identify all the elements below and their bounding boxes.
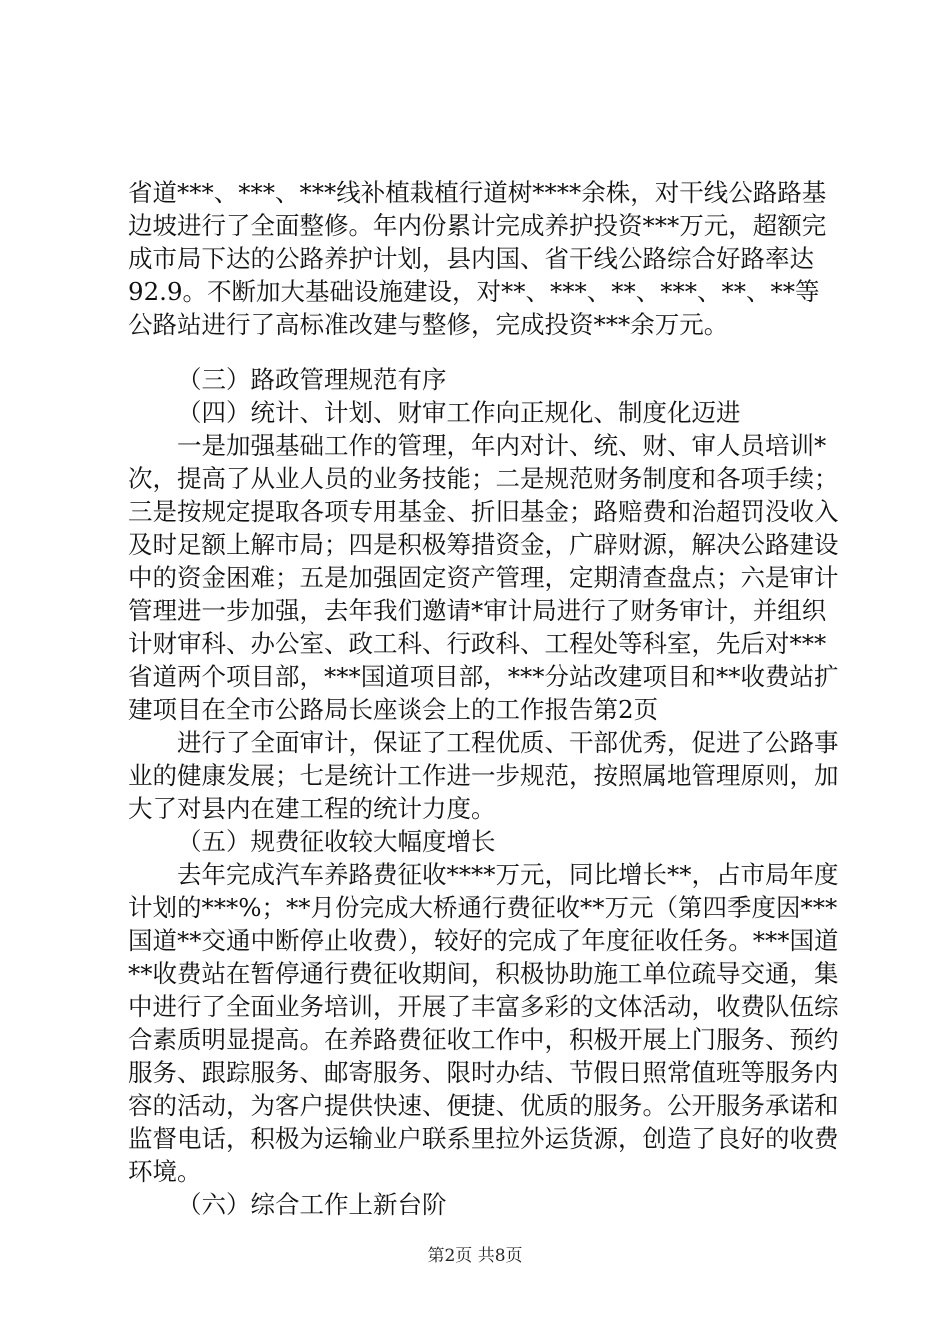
- paragraph-audit: 进行了全面审计，保证了工程优质、干部优秀，促进了公路事业的健康发展；七是统计工作进一步规范，按照属地管理原则，加大了对县内在建工程的统计力度。: [128, 728, 839, 823]
- heading-comprehensive-work: （六）综合工作上新台阶: [177, 1190, 447, 1219]
- heading-road-administration: （三）路政管理规范有序: [177, 365, 447, 394]
- page-footer: 第2页 共8页: [427, 1246, 523, 1266]
- paragraph-road-maintenance: 省道***、***、***线补植栽植行道树****余株，对干线公路路基边坡进行了全面整修。年内份累计完成养护投资***万元，超额完成市局下达的公路养护计划，县内国、省干线公路综合好路率达92.9。不断加大基础设施建设，对**、***、**、***、**、**等公路站进行了高标准改建与整修，完成投资***余万元。: [128, 178, 827, 339]
- paragraph-gap: [128, 341, 840, 363]
- paragraph-fee-collection: 去年完成汽车养路费征收****万元，同比增长**，占市局年度计划的***%；**月份完成大桥通行费征收**万元（第四季度因***国道**交通中断停止收费），较好的完成了年度征收任务。***国道**收费站在暂停通行费征收期间，积极协助施工单位疏导交通，集中进行了全面业务培训，开展了丰富多彩的文体活动，收费队伍综合素质明显提高。在养路费征收工作中，积极开展上门服务、预约服务、跟踪服务、邮寄服务、限时办结、节假日照常值班等服务内容的活动，为客户提供快速、便捷、优质的服务。公开服务承诺和监督电话，积极为运输业户联系里拉外运货源，创造了良好的收费环境。: [128, 860, 839, 1186]
- heading-statistics-finance: （四）统计、计划、财审工作向正规化、制度化迈进: [177, 398, 741, 427]
- paragraph-basic-work: 一是加强基础工作的管理，年内对计、统、财、审人员培训*次，提高了从业人员的业务技能；二是规范财务制度和各项手续；三是按规定提取各项专用基金、折旧基金；路赔费和治超罚没收入及时足额上解市局；四是积极筹措资金，广辟财源，解决公路建设中的资金困难；五是加强固定资产管理，定期清查盘点；六是审计管理进一步加强，去年我们邀请*审计局进行了财务审计，并组织计财审科、办公室、政工科、行政科、工程处等科室，先后对***省道两个项目部，***国道项目部，***分站改建项目和**收费站扩建项目在全市公路局长座谈会上的工作报告第2页: [128, 431, 839, 724]
- document-body: [128, 176, 840, 1221]
- heading-fee-collection: （五）规费征收较大幅度增长: [177, 827, 496, 856]
